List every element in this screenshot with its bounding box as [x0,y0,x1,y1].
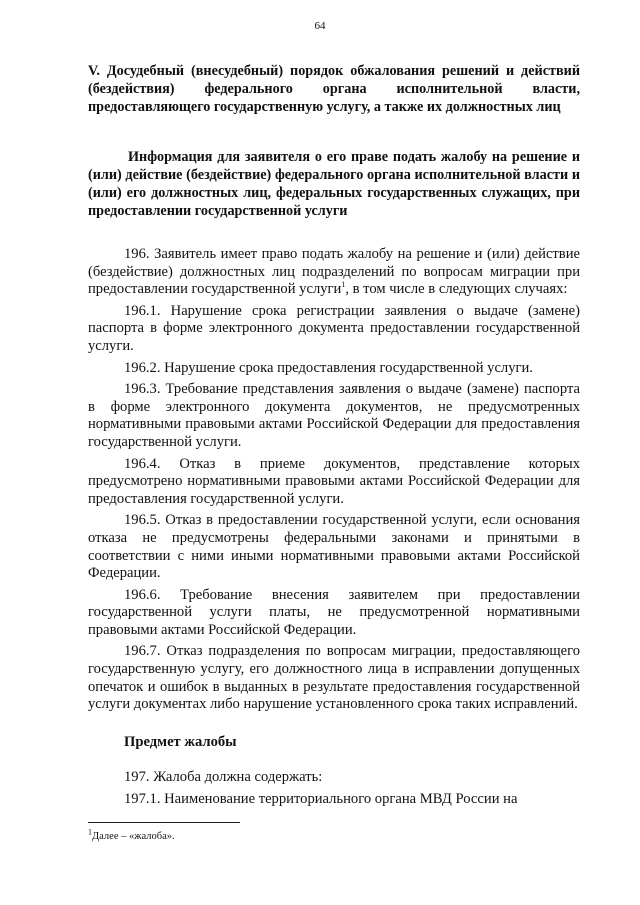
page-number: 64 [314,20,326,32]
paragraph-196-tail: , в том числе в следующих случаях: [345,281,568,298]
paragraph-196-7: 196.7. Отказ подразделения по вопросам миграции, предоставляющего государственную услугу, его должностного лица в исправлении допущенных опечаток и ошибок в выданных в результате предоставления государственной услуги документах либо нарушение установленного срока таких исправлений. [88,643,580,713]
paragraph-196 [88,246,580,299]
paragraph-196-5: 196.5. Отказ в предоставлении государственной услуги, если основания отказа не предусмотрены федеральными законами и принятыми в соответствии с ними иными нормативными правовыми актами Российской Федерации. [88,512,580,582]
paragraph-197-1: 197.1. Наименование территориального органа МВД России на [124,791,518,808]
section-heading: Предмет жалобы [124,733,237,750]
paragraph-196-3: 196.3. Требование представления заявления о выдаче (замене) паспорта в форме электронного документа документов, не предусмотренных нормативными правовыми актами Российской Федерации для предоставления государственной услуги. [88,381,580,450]
paragraph-197: 197. Жалоба должна содержать: [124,769,323,786]
footnote-divider [88,822,240,823]
paragraph-196-6: 196.6. Требование внесения заявителем при предоставлении государственной услуги платы, не предусмотренной нормативными правовыми актами Российской Федерации. [88,586,580,638]
footnote-mark: 1 [88,827,92,837]
footnote-text: Далее – «жалоба». [92,831,175,842]
paragraph-196-1: 196.1. Нарушение срока регистрации заявления о выдаче (замене) паспорта в форме электронного документа предоставлении государственной услуги. [88,302,580,354]
section-title: V. Досудебный (внесудебный) порядок обжалования решений и действий (бездействия) федерального органа исполнительной власти, предоставляющего государственную услугу, а также их должностных лиц [88,63,580,115]
document-body [88,246,580,809]
subsection-title-text: Информация для заявителя о его праве подать жалобу на решение и (или) действие (бездействие) федерального органа исполнительной власти и (или) его должностных лиц, федеральных государственных служащих, при предоставлении государственной услуги [88,149,580,219]
paragraph-196-4: 196.4. Отказ в приеме документов, представление которых предусмотрено нормативными правовыми актами Российской Федерации для предоставления государственной услуги. [88,455,580,507]
footnote-ref[interactable]: 1 [341,280,346,290]
paragraph-196-2: 196.2. Нарушение срока предоставления государственной услуги. [124,359,533,376]
paragraph-196-text: 196. Заявитель имеет право подать жалобу на решение и (или) действие (бездействие) должностных лиц подразделений по вопросам миграции при предоставлении государственной услуги [88,246,580,298]
footnote [88,827,175,842]
subsection-title [88,148,580,220]
